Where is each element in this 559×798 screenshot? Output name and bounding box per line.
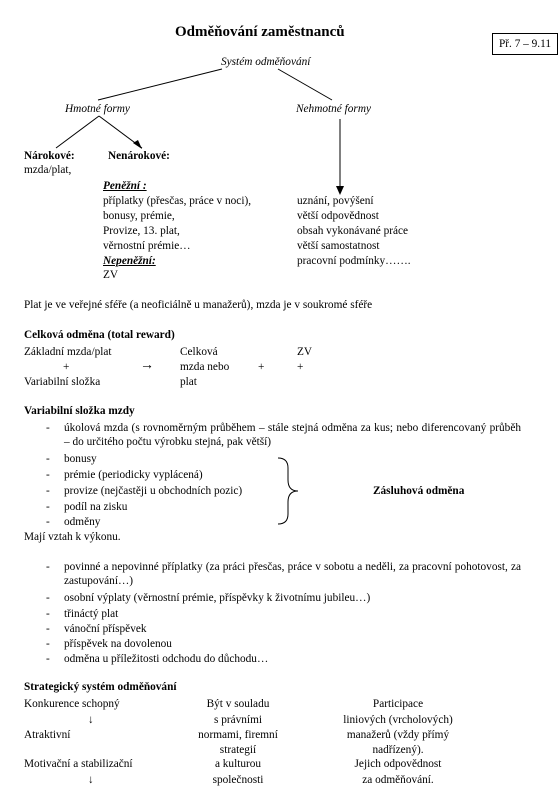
bullet: - <box>46 623 50 635</box>
variable-second-item: příspěvek na dovolenou <box>64 638 172 650</box>
total-reward-heading: Celková odměna (total reward) <box>24 329 175 341</box>
zasluhova-label: Zásluhová odměna <box>373 485 465 497</box>
strategic-col2: společnosti <box>212 774 264 786</box>
total-left: Variabilní složka <box>24 376 101 388</box>
narokove-item: mzda/plat, <box>24 164 72 176</box>
variable-second-item: odměna u příležitosti odchodu do důchodu… <box>64 653 269 665</box>
arrow-icon: → <box>140 358 154 373</box>
strategic-col1: Motivační a stabilizační <box>24 758 133 770</box>
strategic-col2: normami, firemní <box>198 729 278 741</box>
strategic-col1: Konkurence schopný <box>24 698 120 710</box>
nehmotne-item: větší odpovědnost <box>297 210 379 222</box>
scheme-right: Nehmotné formy <box>296 103 371 115</box>
bullet: - <box>46 453 50 465</box>
scheme-left: Hmotné formy <box>65 103 130 115</box>
nepenezni-item: ZV <box>103 269 119 281</box>
variable-second-first: povinné a nepovinné příplatky (za práci přesčas, práce v sobotu a neděli, za pracovní pohotovost, za zastupování…) <box>64 561 521 587</box>
total-left-plus: + <box>63 361 70 373</box>
bullet: - <box>46 653 50 665</box>
nehmotne-item: obsah vykonávané práce <box>297 225 409 237</box>
variable-item: bonusy <box>64 453 97 465</box>
down-arrow-icon: ↓ <box>88 774 94 786</box>
penezni-item: příplatky (přesčas, práce v noci), <box>103 195 252 207</box>
variable-heading: Variabilní složka mzdy <box>24 405 135 417</box>
nehmotne-item: uznání, povýšení <box>297 195 374 207</box>
variable-item: odměny <box>64 516 101 528</box>
total-mid: plat <box>180 376 197 388</box>
bullet: - <box>46 501 50 513</box>
bullet: - <box>46 469 50 481</box>
variable-second-item: třináctý plat <box>64 608 119 620</box>
strategic-col3: Participace <box>372 698 424 710</box>
strategic-col3: Jejich odpovědnost <box>354 758 442 770</box>
total-right: ZV <box>297 346 313 358</box>
variable-item: prémie (periodicky vyplácená) <box>64 469 203 481</box>
plat-note: Plat je ve veřejné sféře (a neoficiálně u manažerů), mzda je v soukromé sféře <box>24 299 373 311</box>
total-mid: mzda nebo <box>180 361 230 373</box>
total-plus: + <box>258 361 265 373</box>
strategic-heading: Strategický systém odměňování <box>24 681 177 693</box>
variable-second-item: osobní výplaty (věrnostní prémie, příspěvky k životnímu jubileu…) <box>64 592 371 604</box>
total-left: Základní mzda/plat <box>24 346 112 358</box>
total-mid: Celková <box>180 346 218 358</box>
variable-note: Mají vztah k výkonu. <box>24 531 121 543</box>
bullet: - <box>46 516 50 528</box>
narokove-label: Nárokové: <box>24 150 75 162</box>
total-right: + <box>297 361 304 373</box>
variable-item: provize (nejčastěji u obchodních pozic) <box>64 485 243 497</box>
nepenezni-label: Nepeněžní: <box>103 255 156 267</box>
page-title: Odměňování zaměstnanců <box>175 24 345 40</box>
strategic-col3: za odměňování. <box>362 774 434 786</box>
strategic-col3: liniových (vrcholových) <box>343 714 453 726</box>
strategic-col2: s právními <box>213 714 262 726</box>
scheme-root: Systém odměňování <box>221 56 311 68</box>
bullet: - <box>46 561 50 573</box>
strategic-col2: Být v souladu <box>206 698 270 710</box>
strategic-col3: manažerů (vždy přímý <box>346 729 450 741</box>
variable-first-item: úkolová mzda (s rovnoměrným průběhem – stále stejná odměna za kus; nebo diferencovaný průběh – do určitého počtu výrobku stejná, pak větší) <box>64 422 521 448</box>
penezni-item: bonusy, prémie, <box>103 210 175 222</box>
strategic-col1: Atraktivní <box>24 729 71 741</box>
bullet: - <box>46 485 50 497</box>
strategic-col3: nadřízený). <box>372 744 424 756</box>
penezni-label: Peněžní : <box>103 180 147 192</box>
variable-item: podíl na zisku <box>64 501 128 513</box>
bullet: - <box>46 608 50 620</box>
bullet: - <box>46 592 50 604</box>
variable-second-item: vánoční příspěvek <box>64 623 147 635</box>
down-arrow-icon: ↓ <box>88 714 94 726</box>
bullet: - <box>46 422 50 434</box>
penezni-item: věrnostní prémie… <box>103 240 191 252</box>
reference-box: Př. 7 – 9.11 <box>492 33 558 55</box>
nehmotne-item: větší samostatnost <box>297 240 380 252</box>
strategic-col2: a kulturou <box>214 758 262 770</box>
nenarokove-label: Nenárokové: <box>108 150 170 162</box>
nehmotne-item: pracovní podmínky……. <box>297 255 411 267</box>
penezni-item: Provize, 13. plat, <box>103 225 180 237</box>
bullet: - <box>46 638 50 650</box>
strategic-col2: strategií <box>219 744 257 756</box>
